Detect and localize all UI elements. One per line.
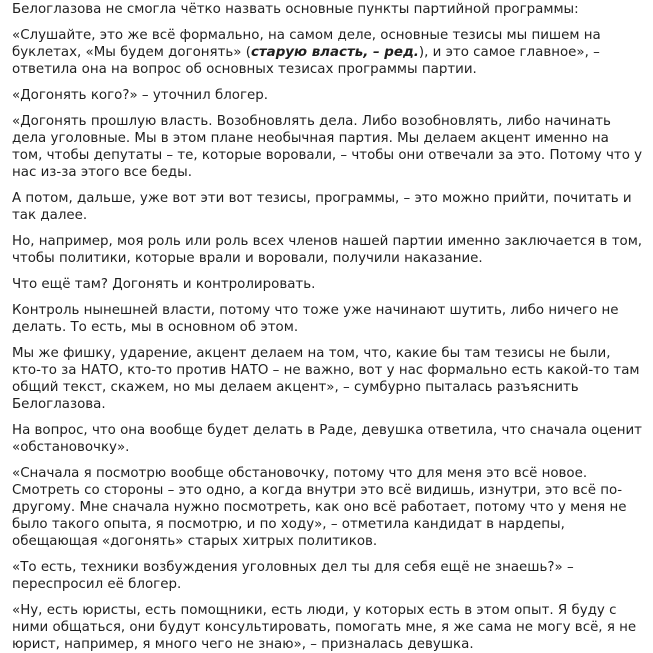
- paragraph-blogger-question: «Догонять кого?» – уточнил блогер.: [12, 88, 268, 103]
- paragraph-quote-theses: [12, 27, 643, 78]
- paragraph-quote-role: Но, например, моя роль или роль всех членов нашей партии именно заключается в том, чтобы политики, которые врали и воровали, получили наказание.: [12, 234, 643, 266]
- editor-note: старую власть, – ред.: [250, 45, 419, 60]
- paragraph-quote-lawyers: «Ну, есть юристы, есть помощники, есть люди, у которых есть в этом опыт. Я буду с ними общаться, они будут консультировать, помогать мне, я же сама не могу всё, я не юрист, например, я много чего не знаю», – призналась девушка.: [12, 603, 637, 652]
- paragraph-rada-question: На вопрос, что она вообще будет делать в Раде, девушка ответила, что сначала оценит «обстановочку».: [12, 423, 642, 455]
- paragraph-intro: Белоглазова не смогла чётко назвать основные пункты партийной программы:: [12, 2, 579, 17]
- paragraph-quote-situation: «Сначала я посмотрю вообще обстановочку, потому что для меня это всё новое. Смотреть со стороны – это одно, а когда внутри это всё видишь, изнутри, это всё по-другому. Мне сначала нужно посмотреть, как оно всё работает, потому что у меня не было такого опыта, я посмотрю, и по ходу», – отметила кандидат в нардепы, обещающая «догонять» старых хитрых политиков.: [12, 466, 627, 549]
- paragraph-quote-nato: Мы же фишку, ударение, акцент делаем на том, что, какие бы там тезисы не были, кто-то за НАТО, кто-то против НАТО – не важно, вот у нас формально есть какой-то там общий текст, скажем, но мы делаем акцент», – сумбурно пыталась разъяснить Белоглазова.: [12, 346, 640, 412]
- paragraph-quote-past-power: «Догонять прошлую власть. Возобновлять дела. Либо возобновлять, либо начинать дела уголовные. Мы в этом плане необычная партия. Мы делаем акцент именно на том, чтобы депутаты – те, которые воровали, – чтобы они отвечали за это. Потому что у нас из-за этого все беды.: [12, 114, 643, 180]
- paragraph-quote-control: Что ещё там? Догонять и контролировать.: [12, 277, 316, 292]
- quote-text-before: «Слушайте, это же всё формально, на самом деле, основные тезисы мы пишем на буклетах, «Мы будем догонять» (: [12, 28, 601, 60]
- quote-text-after: ), и это самое главное», – ответила она на вопрос об основных тезисах программы партии.: [12, 45, 600, 77]
- paragraph-blogger-followup: «То есть, техники возбуждения уголовных дел ты для себя ещё не знаешь?» – переспросил её блогер.: [12, 560, 574, 592]
- paragraph-quote-theses-later: А потом, дальше, уже вот эти вот тезисы, программы, – это можно прийти, почитать и так далее.: [12, 191, 632, 223]
- paragraph-quote-current-power: Контроль нынешней власти, потому что тоже уже начинают шутить, либо ничего не делать. То есть, мы в основном об этом.: [12, 303, 619, 335]
